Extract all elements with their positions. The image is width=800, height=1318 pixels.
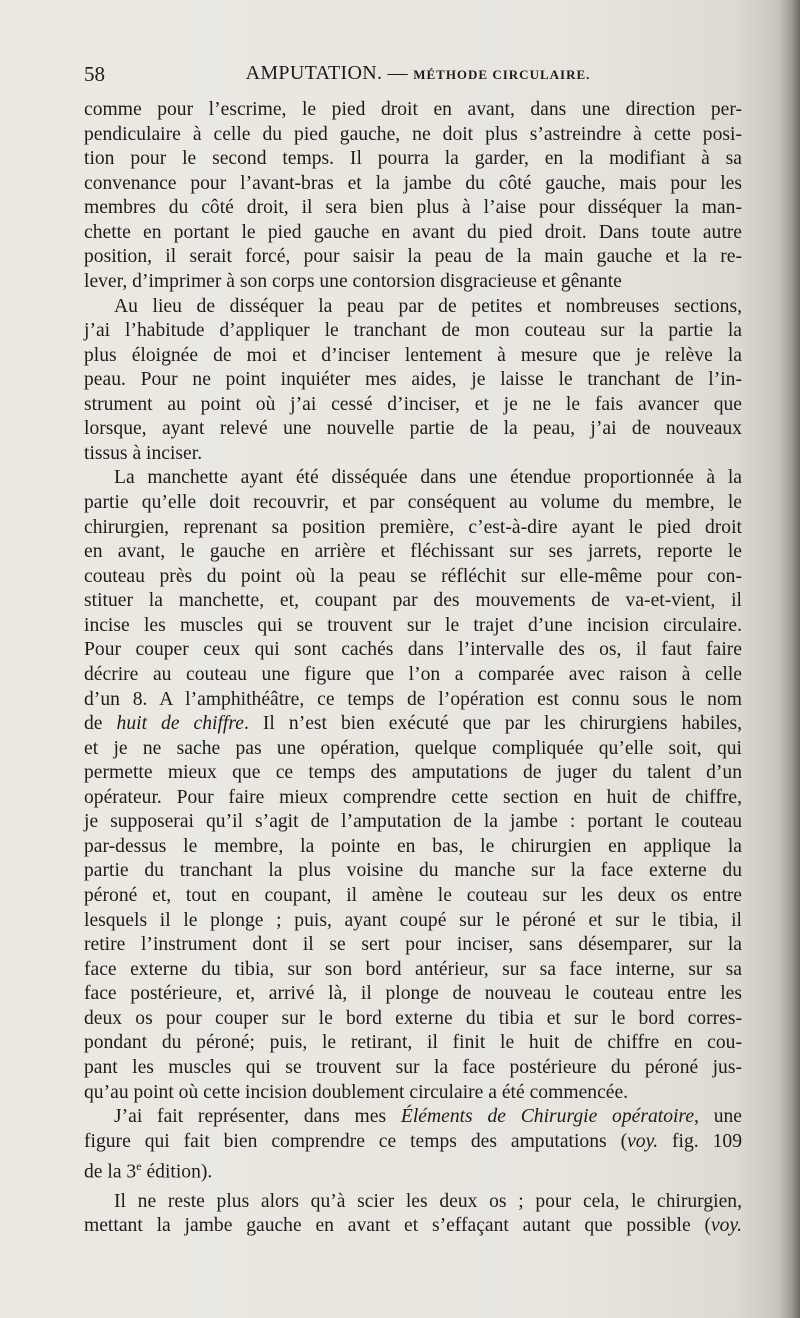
- text-line: mettant la jambe gauche en avant et s’effaçant autant que possible (voy.: [84, 1215, 742, 1237]
- text-line: péroné et, tout en coupant, il amène le couteau sur les deux os entre: [84, 885, 742, 906]
- running-head-subtitle: MÉTHODE CIRCULAIRE.: [413, 67, 591, 82]
- text-line: face postérieure, et, arrivé là, il plonge de nouveau le couteau entre les: [84, 983, 742, 1005]
- text-line: partie du tranchant la plus voisine du manche sur la face externe du: [84, 860, 742, 882]
- text-line: lesquels il le plonge ; puis, ayant coupé sur le péroné et sur le tibia, il: [84, 909, 742, 931]
- text-line: partie qu’elle doit recouvrir, et par conséquent au volume du membre, le: [84, 492, 742, 513]
- text-line: Pour couper ceux qui sont cachés dans l’intervalle des os, il faut faire: [84, 639, 742, 661]
- text-line: couteau près du point où la peau se réfléchit sur elle-même pour con-: [84, 565, 742, 587]
- text-line: lever, d’imprimer à son corps une contorsion disgracieuse et gênante: [84, 270, 622, 292]
- text-line: position, il serait forcé, pour saisir la peau de la main gauche et la re-: [84, 246, 742, 268]
- text-line: d’un 8. A l’amphithéâtre, ce temps de l’opération est connu sous le nom: [84, 688, 742, 710]
- text-line: deux os pour couper sur le bord externe du tibia et sur le bord corres-: [84, 1007, 742, 1029]
- page-number: 58: [84, 62, 105, 86]
- text-line: qu’au point où cette incision doublement circulaire a été commencée.: [84, 1081, 629, 1103]
- text-line: pondant du péroné; puis, le retirant, il finit le huit de chiffre en cou-: [84, 1032, 742, 1054]
- text-line: de la 3e édition).: [84, 1159, 213, 1183]
- text-line: en avant, le gauche en arrière et fléchissant sur ses jarrets, reporte le: [84, 541, 742, 563]
- text-line: et je ne sache pas une opération, quelque compliquée qu’elle soit, qui: [84, 737, 742, 759]
- text-line: décrire au couteau une figure que l’on a comparée avec raison à celle: [84, 663, 742, 685]
- text-line: chette en portant le pied gauche en avant du pied droit. Dans toute autre: [84, 221, 742, 243]
- italic-book-title: Éléments de Chirurgie opératoire: [400, 1106, 695, 1128]
- text-line: retire l’instrument dont il se sert pour inciser, sans désemparer, sur la: [84, 934, 742, 956]
- running-head-dash: —: [382, 62, 414, 84]
- body-text: [84, 98, 742, 1239]
- text-line: convenance pour l’avant-bras et la jambe du côté gauche, mais pour les: [84, 172, 742, 194]
- text-line: stituer la manchette, et, coupant par des mouvements de va-et-vient, il: [84, 590, 742, 612]
- text-line: face externe du tibia, sur son bord antérieur, sur sa face interne, sur sa: [84, 958, 742, 980]
- text-line: de huit de chiffre. Il n’est bien exécuté que par les chirurgiens habiles,: [84, 713, 742, 735]
- text-line: incise les muscles qui se trouvent sur le trajet d’une incision circulaire.: [84, 614, 742, 636]
- text-line: membres du côté droit, il sera bien plus à l’aise pour disséquer la man-: [84, 197, 742, 219]
- page-edge-shadow: [778, 0, 800, 1318]
- text-line: plus éloignée de moi et d’inciser lentement à mesure que je relève la: [84, 344, 742, 366]
- text-line: par-dessus le membre, la pointe en bas, le chirurgien en applique la: [84, 835, 742, 857]
- text-line: pendiculaire à celle du pied gauche, ne doit plus s’astreindre à cette posi-: [84, 123, 742, 145]
- page-header: [84, 62, 752, 88]
- text-line: figure qui fait bien comprendre ce temps des amputations (voy. fig. 109: [84, 1130, 742, 1152]
- italic-abbrev: voy.: [627, 1130, 659, 1152]
- text-line: pant les muscles qui se trouvent sur la face postérieure du péroné jus-: [84, 1056, 742, 1078]
- text-line: chirurgien, reprenant sa position première, c’est-à-dire ayant le pied droit: [84, 516, 742, 538]
- text-line: Au lieu de disséquer la peau par de petites et nombreuses sections,: [114, 295, 742, 317]
- superscript: e: [136, 1159, 142, 1174]
- running-head-title: AMPUTATION.: [245, 62, 383, 84]
- text-line: opérateur. Pour faire mieux comprendre cette section en huit de chiffre,: [84, 786, 742, 808]
- text-line: strument au point où j’ai cessé d’inciser, et je ne le fais avancer que: [84, 393, 742, 415]
- text-line: J’ai fait représenter, dans mes Éléments de Chirurgie opératoire, une: [114, 1106, 743, 1128]
- text-line: La manchette ayant été disséquée dans une étendue proportionnée à la: [114, 467, 742, 489]
- text-line: comme pour l’escrime, le pied droit en avant, dans une direction per-: [84, 99, 742, 120]
- text-line: j’ai l’habitude d’appliquer le tranchant de mon couteau sur la partie la: [84, 320, 742, 342]
- text-line: lorsque, ayant relevé une nouvelle partie de la peau, j’ai de nouveaux: [84, 418, 742, 440]
- text-line: permette mieux que ce temps des amputations de juger du talent d’un: [84, 762, 742, 784]
- text-line: tion pour le second temps. Il pourra la garder, en la modifiant à sa: [84, 148, 742, 170]
- text-line: tissus à inciser.: [84, 442, 203, 464]
- running-head: [84, 62, 752, 85]
- italic-abbrev: voy.: [710, 1215, 742, 1237]
- text-line: Il ne reste plus alors qu’à scier les deux os ; pour cela, le chirurgien,: [114, 1190, 742, 1212]
- text-line: peau. Pour ne point inquiéter mes aides, je laisse le tranchant de l’in-: [84, 369, 742, 391]
- italic-term: huit de chiffre: [116, 713, 244, 735]
- text-line: je supposerai qu’il s’agit de l’amputation de la jambe : portant le couteau: [84, 811, 742, 833]
